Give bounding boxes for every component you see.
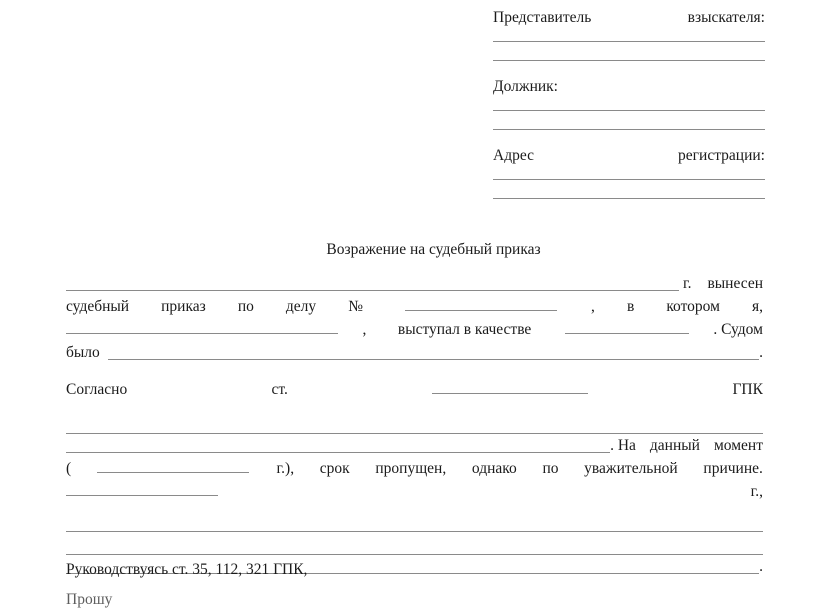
article-number-blank[interactable] [432, 393, 588, 394]
line7-word-1: г.), [276, 460, 295, 477]
closing-statute-line: Руководствуясь ст. 35, 112, 321 ГПК, [66, 561, 308, 578]
line2-word-8: котором [666, 298, 720, 315]
line7-word-2: срок [319, 460, 350, 477]
line1-year-word: г. [682, 275, 692, 292]
reason-blank-line-2[interactable] [66, 452, 610, 453]
body-line-6 [66, 434, 763, 457]
body-line-9-rule-row [66, 509, 763, 532]
line2-word-4: делу [285, 298, 317, 315]
body-line-3 [66, 318, 763, 341]
line3-role-text: выступал в качестве [397, 321, 532, 338]
line7-word-7: причине. [703, 460, 763, 477]
address-fill-line-1[interactable] [493, 179, 765, 180]
line6-tail-b: данный [649, 437, 700, 454]
line7-word-4: однако [471, 460, 517, 477]
line7-open-paren: ( [66, 460, 72, 477]
line2-case-number-symbol: № [348, 298, 363, 315]
document-title: Возражение на судебный приказ [326, 241, 541, 258]
line2-comma: , [591, 298, 595, 315]
address-label-left: Адрес [493, 147, 534, 164]
line2-word-3: по [237, 298, 254, 315]
line2-word-1: судебный [66, 298, 130, 315]
explanation-blank-line-1[interactable] [66, 531, 763, 532]
address-label-row [493, 146, 765, 166]
debtor-label: Должник: [493, 78, 558, 95]
party-name-blank[interactable] [66, 333, 338, 334]
line8-year-word: г., [750, 483, 763, 500]
representative-label-left: Представитель [493, 9, 592, 26]
explanation-blank-line-2[interactable] [66, 554, 763, 555]
body-line-6-rule-row [66, 411, 763, 434]
line5-word-2: ст. [271, 381, 288, 398]
line2-word-9: я, [751, 298, 763, 315]
line2-word-2: приказ [161, 298, 206, 315]
representative-fill-line-1[interactable] [493, 41, 765, 42]
role-blank[interactable] [565, 333, 689, 334]
closing-next-line-clipped: Прошу [66, 591, 113, 608]
case-number-blank[interactable] [405, 310, 557, 311]
body-line-1 [66, 272, 763, 295]
line4-lead: было [66, 344, 100, 361]
address-fill-line-2[interactable] [493, 198, 765, 199]
body-line-5 [66, 378, 763, 401]
line11-tail: . [759, 558, 763, 575]
body-line-10-rule-row [66, 532, 763, 555]
debtor-label-row [493, 77, 765, 97]
date-blank-line[interactable] [66, 290, 679, 291]
line7-word-3: пропущен, [375, 460, 447, 477]
line5-word-3: ГПК [732, 381, 763, 398]
debtor-fill-line-2[interactable] [493, 129, 765, 130]
body-line-8 [66, 480, 763, 503]
line1-issued-word: вынесен [707, 275, 763, 292]
line3-tail: . Судом [713, 321, 763, 338]
debtor-fill-line-1[interactable] [493, 110, 765, 111]
addressee-header-block [493, 8, 765, 199]
representative-label-row [493, 8, 765, 28]
representative-fill-line-2[interactable] [493, 60, 765, 61]
body-line-2 [66, 295, 763, 318]
body-line-7 [66, 457, 763, 480]
line7-word-6: уважительной [584, 460, 678, 477]
court-decision-blank[interactable] [108, 359, 759, 360]
line2-word-7: в [626, 298, 635, 315]
line3-comma: , [362, 321, 367, 338]
line7-word-5: по [542, 460, 559, 477]
document-body [66, 272, 763, 578]
deadline-date-blank[interactable] [97, 472, 249, 473]
address-label-right: регистрации: [678, 147, 765, 164]
line6-tail-c: момент [713, 437, 763, 454]
body-line-4 [66, 341, 763, 364]
representative-label-right: взыскателя: [687, 9, 765, 26]
reason-date-blank[interactable] [66, 495, 218, 496]
line4-tail: . [759, 344, 763, 361]
line6-tail-a: . На [610, 437, 636, 454]
line5-word-1: Согласно [66, 381, 128, 398]
